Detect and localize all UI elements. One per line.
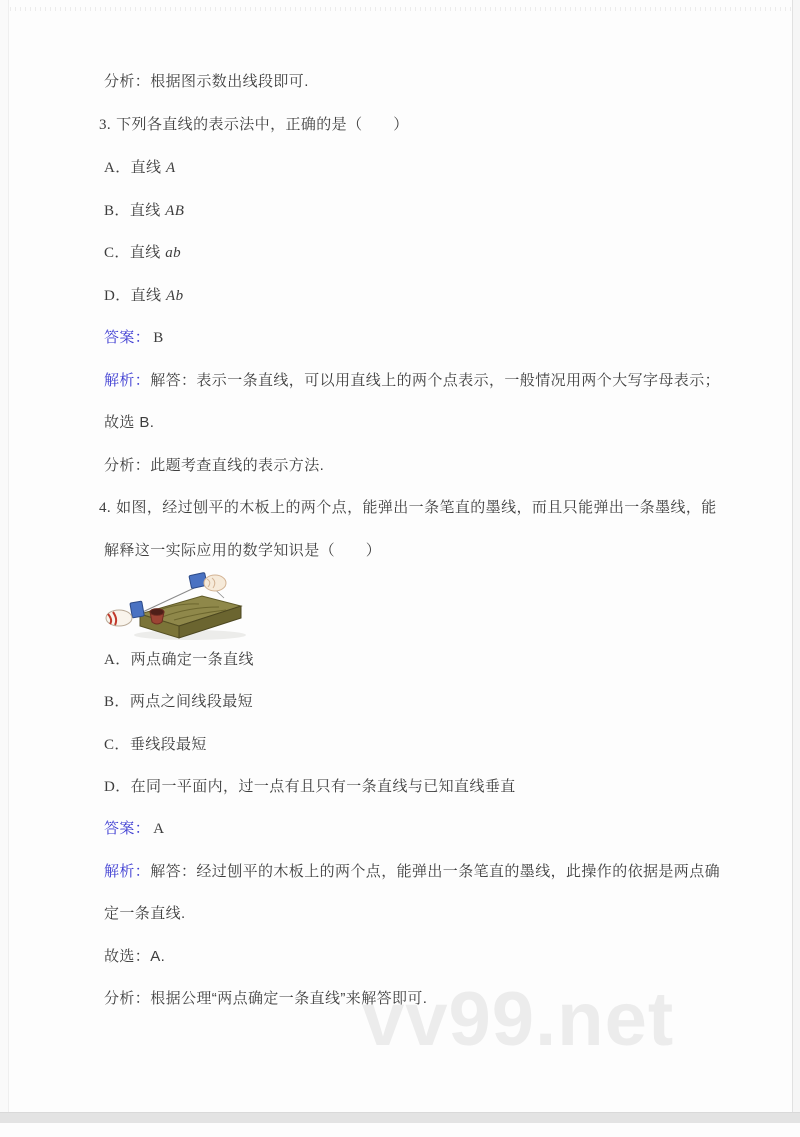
q4-option-b: B．两点之间线段最短 xyxy=(104,693,254,710)
chalk-box-left xyxy=(130,601,144,618)
q3-option-c: C．直线 ab xyxy=(104,244,181,261)
option-letter: C． xyxy=(104,737,130,753)
page-left-edge xyxy=(8,0,9,1112)
q3-option-b: B．直线 AB xyxy=(104,202,185,219)
q4-option-d: D．在同一平面内，过一点有且只有一条直线与已知直线垂直 xyxy=(104,778,516,795)
option-letter: C． xyxy=(104,245,130,261)
q4-option-c: C．垂线段最短 xyxy=(104,736,207,753)
chalk-line-figure-svg xyxy=(104,572,250,645)
q3-option-d: D．直线 Ab xyxy=(104,287,184,304)
q4-stem-line1: 4. 如图，经过刨平的木板上的两个点，能弹出一条笔直的墨线，而且只能弹出一条墨线，能 xyxy=(99,499,717,516)
option-letter: A． xyxy=(104,160,131,176)
answer-label: 答案： xyxy=(104,820,151,837)
page-separator xyxy=(0,1112,800,1123)
q3-number: 3. xyxy=(99,117,112,133)
q4-option-a: A．两点确定一条直线 xyxy=(104,651,254,668)
q3-explanation-line: 解析：解答：表示一条直线，可以用直线上的两个点表示，一般情况用两个大写字母表示； xyxy=(104,372,721,389)
answer-label: 答案： xyxy=(104,329,151,346)
q3-stem: 3. 下列各直线的表示法中，正确的是（ ） xyxy=(99,116,409,133)
option-letter: D． xyxy=(104,779,131,795)
option-letter: B． xyxy=(104,203,130,219)
q4-explanation-cont: 故选：A. xyxy=(104,948,166,965)
page-right-margin xyxy=(793,0,800,1112)
chalk-line-figure xyxy=(104,572,250,645)
page-right-edge xyxy=(792,0,793,1112)
q4-explanation-line1: 解析：解答：经过刨平的木板上的两个点，能弹出一条笔直的墨线，此操作的依据是两点确 xyxy=(104,863,721,880)
q4-answer-line xyxy=(104,819,164,839)
option-letter: B． xyxy=(104,694,130,710)
watermark: vv99.net xyxy=(362,977,675,1062)
prev-question-analysis: 分析：根据图示数出线段即可. xyxy=(104,73,309,90)
q4-explanation-line2: 定一条直线. xyxy=(104,905,186,922)
answer-value: A xyxy=(153,821,165,837)
q4-number: 4. xyxy=(99,500,112,516)
ink-pot-rim xyxy=(150,609,164,616)
q3-explanation-cont: 故选 B. xyxy=(104,414,155,431)
page-left-margin xyxy=(0,0,8,1112)
q3-analysis-line: 分析：此题考查直线的表示方法. xyxy=(104,457,325,474)
explain-label: 解析： xyxy=(104,863,151,880)
page-top-texture xyxy=(0,7,800,11)
option-letter: D． xyxy=(104,288,131,304)
q4-analysis-line: 分析：根据公理“两点确定一条直线”来解答即可. xyxy=(104,990,428,1007)
explain-label: 解析： xyxy=(104,372,151,389)
q3-answer-line xyxy=(104,328,164,348)
option-letter: A． xyxy=(104,652,131,668)
q3-option-a: A．直线 A xyxy=(104,159,176,176)
q4-stem-line2: 解释这一实际应用的数学知识是（ ） xyxy=(104,542,382,559)
answer-value: B xyxy=(153,330,164,346)
